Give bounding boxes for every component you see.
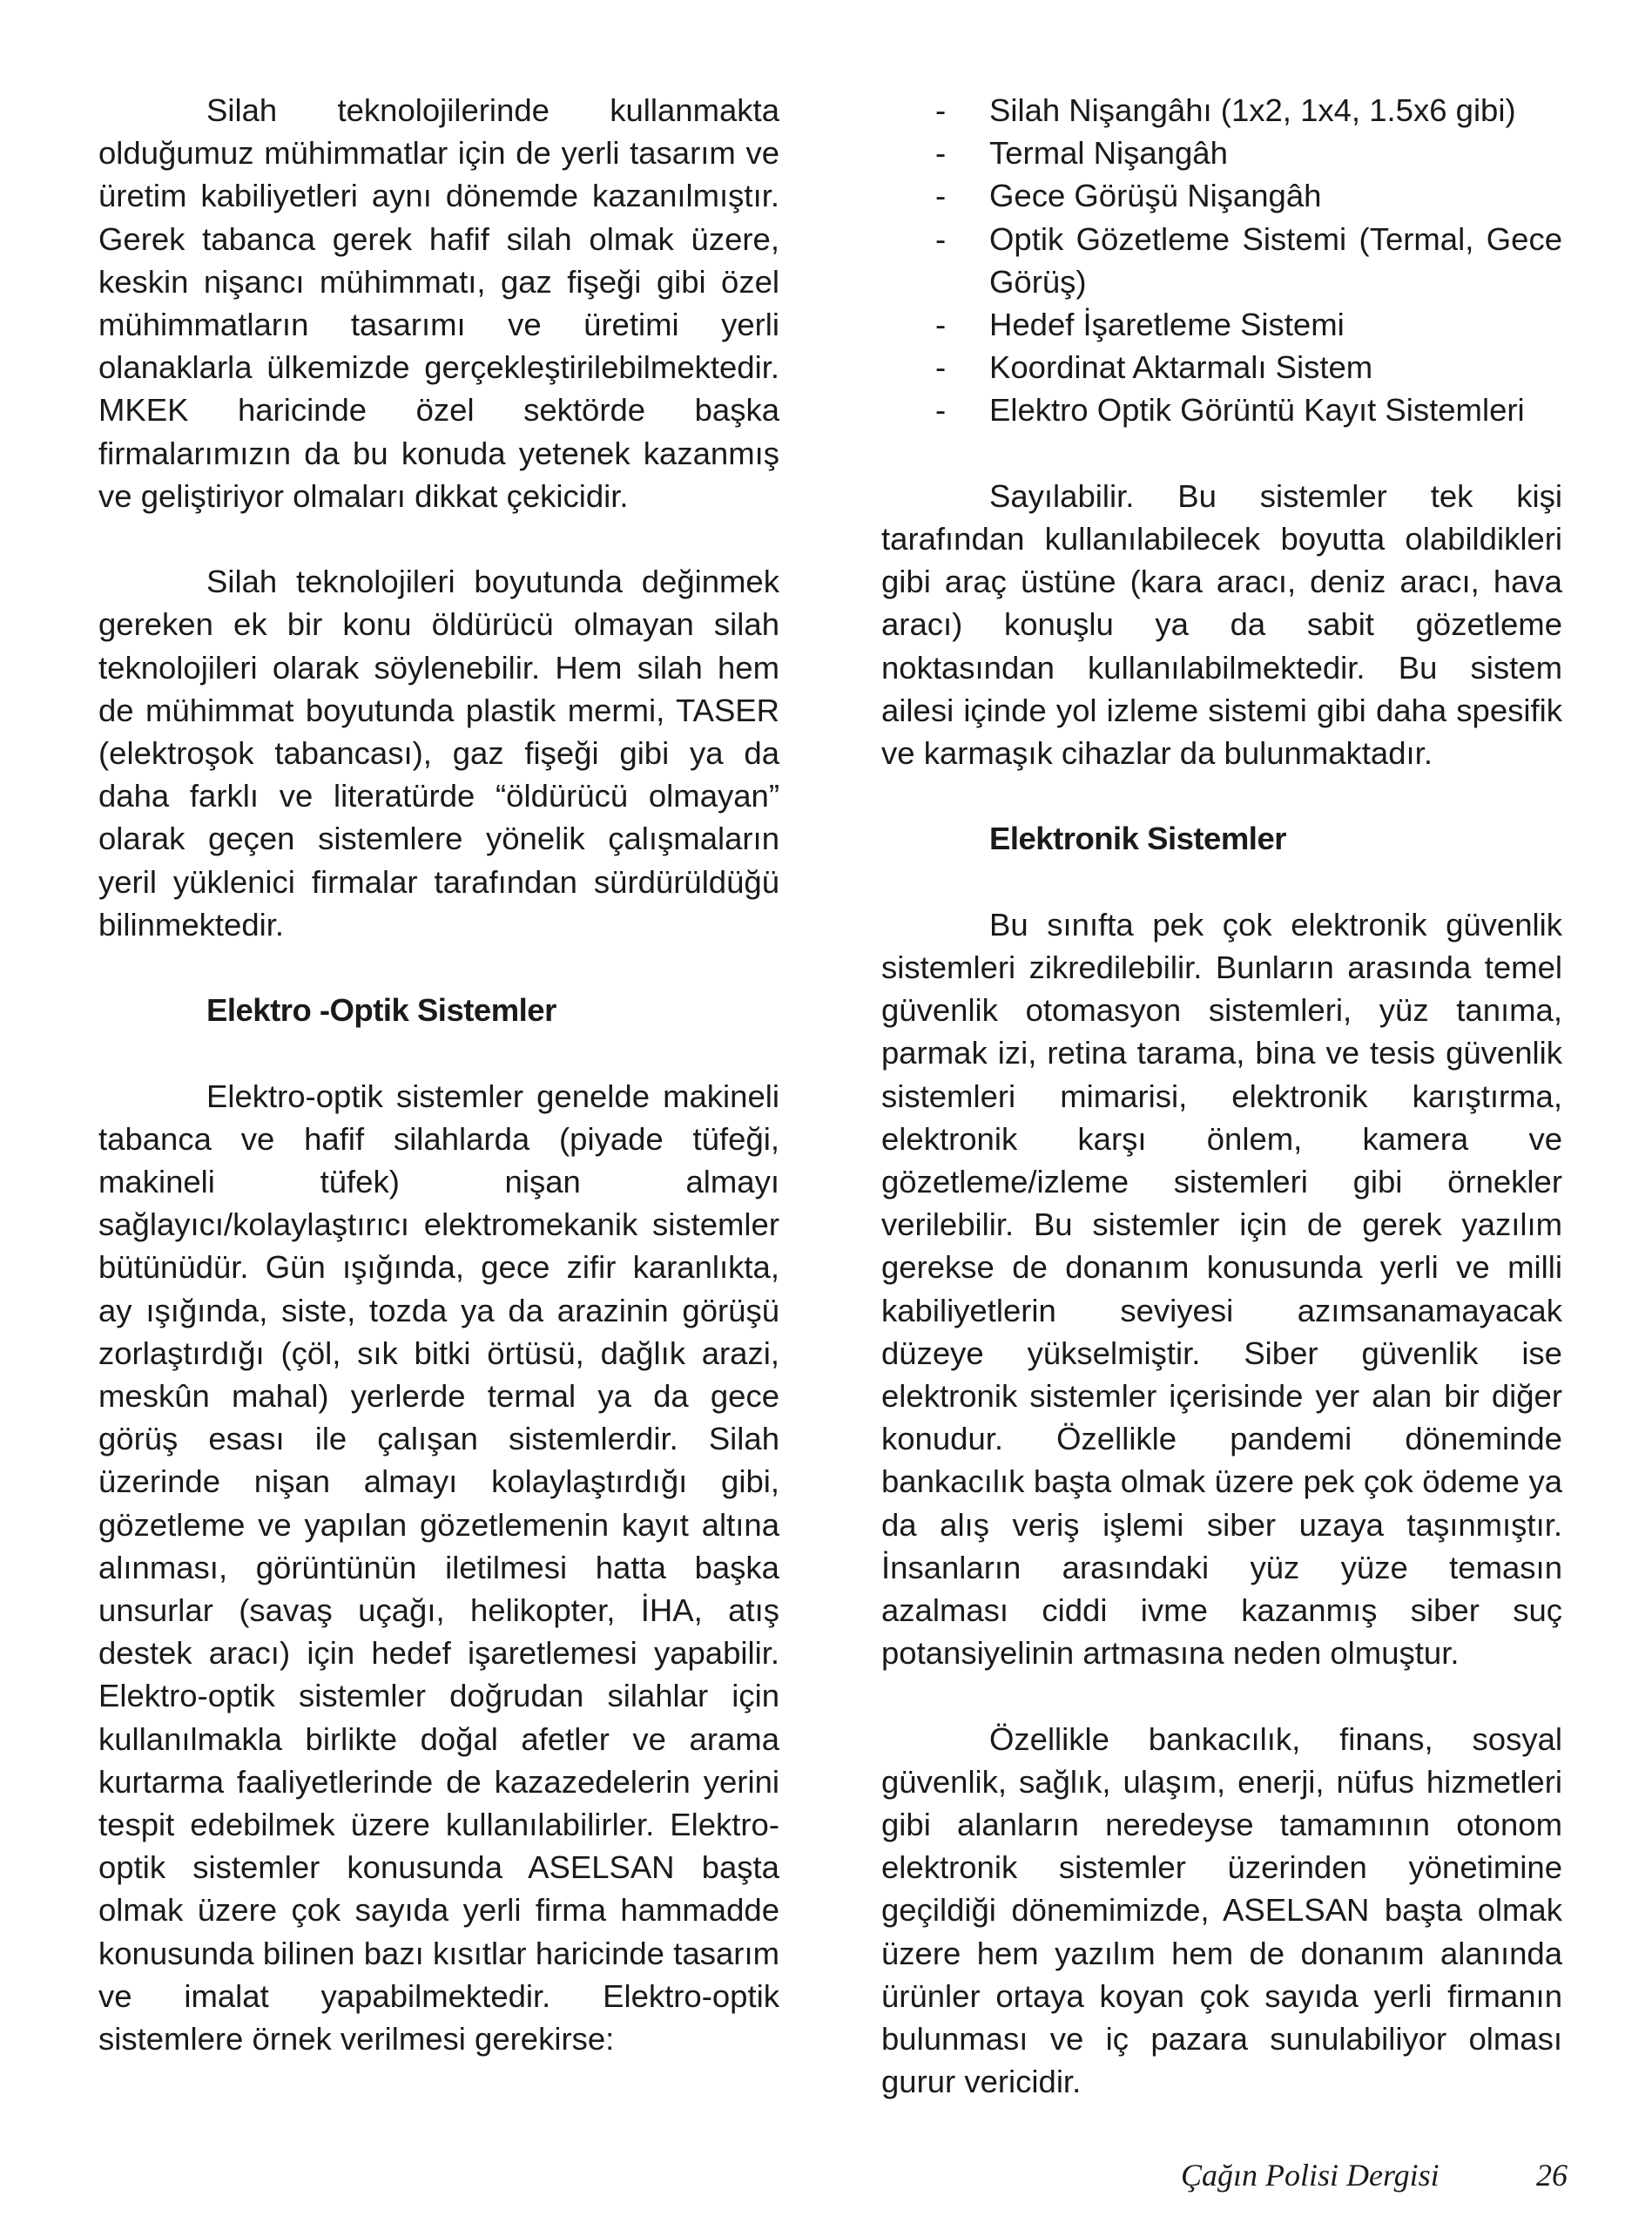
list-item-text: Silah Nişangâhı (1x2, 1x4, 1.5x6 gibi)	[989, 92, 1516, 128]
list-item	[881, 389, 1562, 431]
list-item	[881, 218, 1562, 303]
paragraph-electronic-security: Bu sınıfta pek çok elektronik güvenlik sistemleri zikredilebilir. Bunların arasında temel güvenlik otomasyon sistemleri, yüz tanıma, parmak izi, retina tarama, bina ve tesis güvenlik sistemleri mimarisi, elektronik karıştırma, elektronik karşı önlem, kamera ve gözetleme/izleme sistemleri gibi örnekler verilebilir. Bu sistemler için de gerek yazılım gerekse de donanım konusunda yerli ve milli kabiliyetlerin seviyesi azımsanamayacak düzeye yükselmiştir. Siber güvenlik ise elektronik sistemler içerisinde yer alan bir diğer konudur. Özellikle pandemi döneminde bankacılık başta olmak üzere pek çok ödeme ya da alış veriş işlemi siber uzaya taşınmıştır. İnsanların arasındaki yüz yüze temasın azalması ciddi ivme kazanmış siber suç potansiyelinin artmasına neden olmuştur.	[881, 906, 1562, 1672]
list-item-text: Gece Görüşü Nişangâh	[989, 178, 1322, 214]
list-item-text: Termal Nişangâh	[989, 135, 1228, 172]
bullet-dash: -	[935, 307, 947, 343]
bullet-dash: -	[935, 349, 947, 386]
electro-optic-examples-list	[881, 89, 1562, 432]
list-item-text: Koordinat Aktarmalı Sistem	[989, 349, 1373, 386]
section-heading-electronic: Elektronik Sistemler	[989, 821, 1286, 857]
bullet-dash: -	[935, 178, 947, 214]
journal-title: Çağın Polisi Dergisi	[1181, 2158, 1440, 2193]
list-item-text: Elektro Optik Görüntü Kayıt Sistemleri	[989, 392, 1525, 429]
list-item-text: Optik Gözetleme Sistemi (Termal, Gece Görüş)	[989, 220, 1562, 300]
list-item	[881, 174, 1562, 217]
list-item	[881, 303, 1562, 346]
list-item	[881, 346, 1562, 389]
list-item	[881, 132, 1562, 174]
section-heading-electro-optic: Elektro -Optik Sistemler	[206, 992, 556, 1029]
left-column	[98, 89, 779, 2103]
paragraph-domestic-ammunition: Silah teknolojilerinde kullanmakta olduğumuz mühimmatlar için de yerli tasarım ve üretim kabiliyetleri aynı dönemde kazanılmıştır. Gerek tabanca gerek hafif silah olmak üzere, keskin nişancı mühimmatı, gaz fişeği gibi özel mühimmatların tasarımı ve üretimi yerli olanaklarla ülkemizde gerçekleştirilebilmektedir. MKEK haricinde özel sektörde başka firmalarımızın da bu konuda yetenek kazanmış ve geliştiriyor olmaları dikkat çekicidir.	[98, 92, 779, 514]
page-number: 26	[1536, 2158, 1568, 2193]
list-item-text: Hedef İşaretleme Sistemi	[989, 307, 1345, 343]
paragraph-system-usage: Sayılabilir. Bu sistemler tek kişi tarafından kullanılabilecek boyutta olabildikleri gibi araç üstüne (kara aracı, deniz aracı, hava aracı) konuşlu ya da sabit gözetleme noktasından kullanılabilmektedir. Bu sistem ailesi içinde yol izleme sistemi gibi daha spesifik ve karmaşık cihazlar da bulunmaktadır.	[881, 477, 1562, 772]
paragraph-non-lethal-weapons: Silah teknolojileri boyutunda değinmek gereken ek bir konu öldürücü olmayan silah teknolojileri olarak söylenebilir. Hem silah hem de mühimmat boyutunda plastik mermi, TASER (elektroşok tabancası), gaz fişeği gibi ya da daha farklı ve literatürde “öldürücü olmayan” olarak geçen sistemlere yönelik çalışmaların yeril yüklenici firmalar tarafından sürdürüldüğü bilinmektedir.	[98, 564, 779, 943]
bullet-dash: -	[935, 135, 947, 172]
list-item	[881, 89, 1562, 132]
right-column	[881, 89, 1562, 2146]
paragraph-electro-optic-systems: Elektro-optik sistemler genelde makineli tabanca ve hafif silahlarda (piyade tüfeği, makineli tüfek) nişan almayı sağlayıcı/kolaylaştırıcı elektromekanik sistemler bütünüdür. Gün ışığında, gece zifir karanlıkta, ay ışığında, siste, tozda ya da arazinin görüşü zorlaştırdığı (çöl, sık bitki örtüsü, dağlık arazi, meskûn mahal) yerlerde termal ya da gece görüş esası ile çalışan sistemlerdir. Silah üzerinde nişan almayı kolaylaştırdığı gibi, gözetleme ve yapılan gözetlemenin kayıt altına alınması, görüntünün iletilmesi hatta başka unsurlar (savaş uçağı, helikopter, İHA, atış destek aracı) için hedef işaretlemesi yapabilir. Elektro-optik sistemler doğrudan silahlar için kullanılmakla birlikte doğal afetler ve arama kurtarma faaliyetlerinde de kazazedelerin yerini tespit edebilmek üzere kullanılabilirler. Elektro-optik sistemler konusunda ASELSAN başta olmak üzere çok sayıda yerli firma hammadde konusunda bilinen bazı kısıtlar haricinde tasarım ve imalat yapabilmektedir. Elektro-optik sistemlere örnek verilmesi gerekirse:	[98, 1078, 779, 2058]
paragraph-autonomous-systems: Özellikle bankacılık, finans, sosyal güvenlik, sağlık, ulaşım, enerji, nüfus hizmetleri gibi alanların neredeyse tamamının otonom elektronik sistemler üzerinden yönetimine geçildiği dönemimizde, ASELSAN başta olmak üzere hem yazılım hem de donanım alanında ürünler ortaya koyan çok sayıda yerli firmanın bulunması ve iç pazara sunulabiliyor olması gurur vericidir.	[881, 1720, 1562, 2100]
bullet-dash: -	[935, 92, 947, 128]
bullet-dash: -	[935, 220, 947, 257]
page-footer	[1132, 2157, 1568, 2200]
bullet-dash: -	[935, 392, 947, 429]
